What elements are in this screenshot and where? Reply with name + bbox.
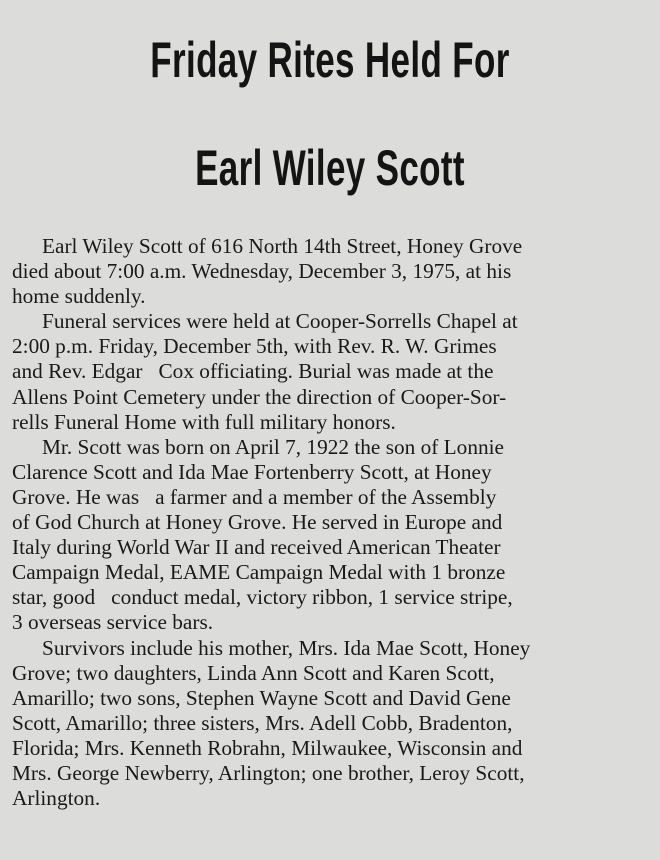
text-line: Florida; Mrs. Kenneth Robrahn, Milwaukee, Wisconsin and xyxy=(12,735,523,760)
headline-line-1: Friday Rites Held For xyxy=(150,32,510,88)
text-line: Funeral services were held at Cooper-Sorrells Chapel at xyxy=(42,309,518,334)
text-line: Campaign Medal, EAME Campaign Medal with 1 bronze xyxy=(12,560,506,585)
text-line: Allens Point Cemetery under the direction of Cooper-Sor- xyxy=(12,384,507,409)
text-line: and Rev. Edgar Cox officiating. Burial was made at the xyxy=(12,359,494,384)
paragraph-funeral-services xyxy=(12,309,656,434)
text-line: Amarillo; two sons, Stephen Wayne Scott and David Gene xyxy=(12,685,511,710)
text-line: Arlington. xyxy=(12,786,101,811)
text-line: Grove; two daughters, Linda Ann Scott and Karen Scott, xyxy=(12,660,495,685)
text-line: Italy during World War II and received American Theater xyxy=(12,535,501,560)
text-line: Mr. Scott was born on April 7, 1922 the son of Lonnie xyxy=(42,434,504,459)
text-line: Mrs. George Newberry, Arlington; one brother, Leroy Scott, xyxy=(12,760,525,785)
paragraph-biography xyxy=(12,435,656,636)
article-body xyxy=(12,234,656,811)
paragraph-death-notice xyxy=(12,234,656,309)
text-line: Survivors include his mother, Mrs. Ida Mae Scott, Honey xyxy=(42,635,531,660)
text-line: star, good conduct medal, victory ribbon, 1 service stripe, xyxy=(12,585,513,610)
text-line: home suddenly. xyxy=(12,284,146,309)
text-line: rells Funeral Home with full military honors. xyxy=(12,409,396,434)
text-line: died about 7:00 a.m. Wednesday, December 3, 1975, at his xyxy=(12,259,512,284)
text-line: 2:00 p.m. Friday, December 5th, with Rev. R. W. Grimes xyxy=(12,334,497,359)
text-line: Clarence Scott and Ida Mae Fortenberry Scott, at Honey xyxy=(12,459,492,484)
text-line: Earl Wiley Scott of 616 North 14th Street, Honey Grove xyxy=(42,234,523,258)
headline-line-2: Earl Wiley Scott xyxy=(195,140,465,196)
text-line: Grove. He was a farmer and a member of the Assembly xyxy=(12,484,497,509)
text-line: of God Church at Honey Grove. He served in Europe and xyxy=(12,510,503,535)
text-line: 3 overseas service bars. xyxy=(12,610,214,635)
paragraph-survivors xyxy=(12,636,656,812)
text-line: Scott, Amarillo; three sisters, Mrs. Adell Cobb, Bradenton, xyxy=(12,710,513,735)
